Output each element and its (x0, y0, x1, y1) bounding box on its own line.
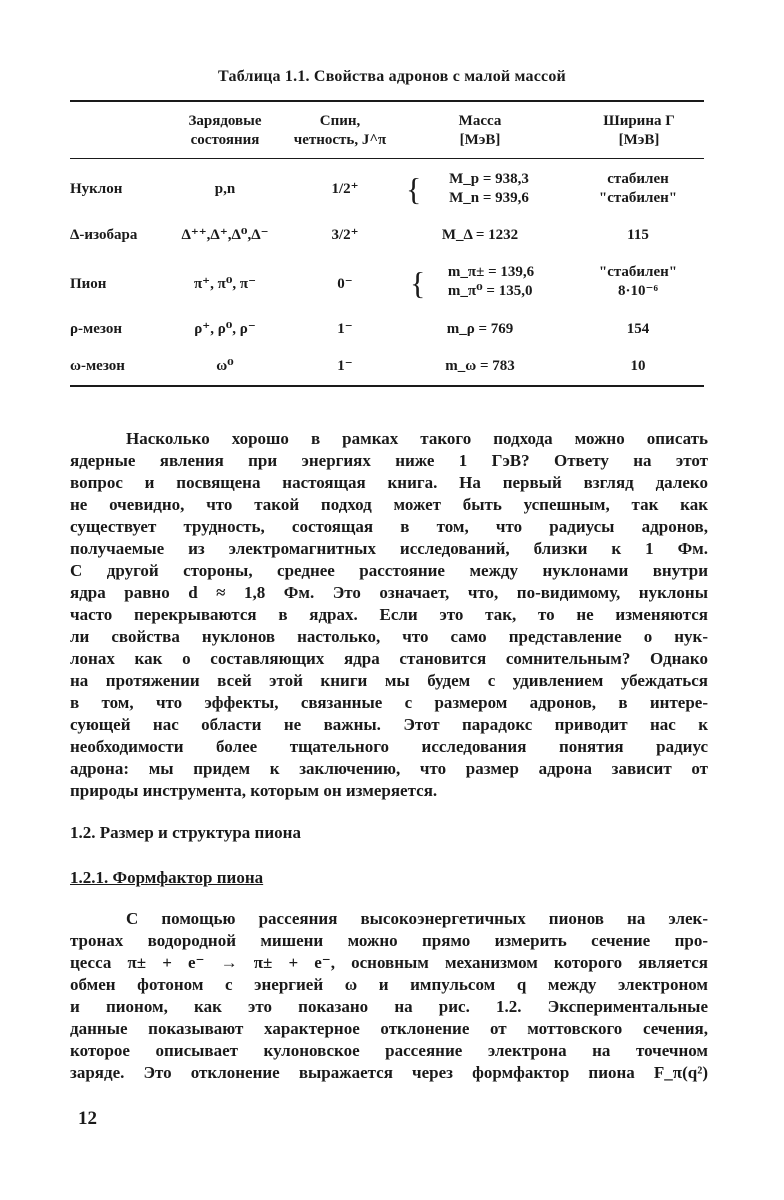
mass-charged-pion: m_π± = 139,6 (447, 264, 535, 280)
header-mass-line2: [МэВ] (459, 132, 501, 148)
header-mass (410, 112, 550, 150)
mass-neutron: M_n = 939,6 (449, 190, 529, 206)
section-heading: 1.2. Размер и структура пиона (70, 823, 301, 842)
header-spin-parity (285, 112, 395, 150)
header-spin-line2: четность, J^π (293, 132, 387, 148)
text-line: получаемые из электромагнитных исследований, близки к 1 Фм. (70, 539, 708, 558)
charge-omega: ω⁰ (216, 358, 234, 374)
text-line: ядра равно d ≈ 1,8 Фм. Это означает, что, по-видимому, нуклоны (70, 583, 708, 602)
header-mass-line1: Масса (458, 113, 502, 129)
text-line: данные показывают характерное отклонение от моттовского сечения, (70, 1019, 708, 1038)
paragraph-hadron-size (70, 428, 708, 802)
mass-neutral-pion: m_π⁰ = 135,0 (447, 283, 533, 299)
width-pion (570, 263, 706, 301)
mass-omega: m_ω = 783 (445, 358, 515, 374)
width-charged-pion: "стабилен" (598, 264, 678, 280)
text-line: С другой стороны, среднее расстояние между нуклонами внутри (70, 561, 708, 580)
text-line: на протяжении всей этой книги мы будем с удивлением убеждаться (70, 671, 708, 690)
header-charge-line1: Зарядовые (188, 113, 262, 129)
text-line: заряде. Это отклонение выражается через формфактор пиона F_π(q²) (70, 1063, 708, 1082)
width-nucleon (570, 170, 706, 208)
row-name-pion: Пион (70, 276, 107, 292)
text-line: цесса π± + e⁻ → π± + e⁻, основным механизмом которого является (70, 953, 708, 972)
header-charge-states (165, 112, 285, 150)
charge-delta: Δ⁺⁺,Δ⁺,Δ⁰,Δ⁻ (181, 227, 269, 243)
header-width (576, 112, 702, 150)
text-line: часто перекрываются в ядрах. Если это так, то не изменяются (70, 605, 708, 624)
spin-pion: 0⁻ (337, 276, 353, 292)
table-caption: Таблица 1.1. Свойства адронов с малой массой (218, 68, 566, 85)
text-line: и пионом, как это показано на рис. 1.2. Экспериментальные (70, 997, 708, 1016)
text-line: сующей нас области не важны. Этот парадокс приводит нас к (70, 715, 708, 734)
brace-symbol: { (410, 265, 426, 301)
spin-omega: 1⁻ (337, 358, 353, 374)
header-spin-line1: Спин, (319, 113, 361, 129)
spin-delta: 3/2⁺ (331, 227, 359, 243)
mass-nucleon (400, 170, 560, 208)
text-line: природы инструмента, которым он измеряется. (70, 781, 438, 800)
width-delta: 115 (627, 227, 649, 243)
header-width-line1: Ширина Γ (603, 113, 675, 129)
table-header-rule (70, 158, 704, 159)
paragraph-pion-form-factor (70, 908, 708, 1084)
width-neutron: "стабилен" (598, 190, 678, 206)
text-line: адрона: мы придем к заключению, что размер адрона зависит от (70, 759, 708, 778)
text-line: вопрос и посвящена настоящая книга. На первый взгляд далеко (70, 473, 708, 492)
row-name-rho: ρ-мезон (70, 321, 122, 337)
text-line: которое описывает кулоновское рассеяние электрона на точечном (70, 1041, 708, 1060)
text-line: ли свойства нуклонов настолько, что само представление о нук- (70, 627, 708, 646)
text-line: Насколько хорошо в рамках такого подхода можно описать (126, 429, 708, 448)
text-line: тронах водородной мишени можно прямо измерить сечение про- (70, 931, 708, 950)
spin-nucleon: 1/2⁺ (331, 181, 359, 197)
table-bottom-rule (70, 385, 704, 387)
text-line: С помощью рассеяния высокоэнергетичных пионов на элек- (126, 909, 708, 928)
charge-pion: π⁺, π⁰, π⁻ (193, 276, 257, 292)
text-line: в том, что эффекты, связанные с размером адронов, в интере- (70, 693, 708, 712)
text-line: обмен фотоном с энергией ω и импульсом q между электроном (70, 975, 708, 994)
charge-rho: ρ⁺, ρ⁰, ρ⁻ (194, 321, 256, 337)
page-number: 12 (78, 1108, 97, 1129)
header-width-line2: [МэВ] (618, 132, 660, 148)
mass-rho: m_ρ = 769 (446, 321, 514, 337)
width-rho: 154 (626, 321, 650, 337)
width-neutral-pion: 8·10⁻⁶ (618, 283, 658, 299)
header-charge-line2: состояния (190, 132, 260, 148)
row-name-nucleon: Нуклон (70, 181, 123, 197)
width-omega: 10 (630, 358, 646, 374)
brace-symbol: { (406, 171, 422, 207)
text-line: лонах как о составляющих ядра становится сомнительным? Однако (70, 649, 708, 668)
row-name-omega: ω-мезон (70, 358, 125, 374)
mass-proton: M_p = 938,3 (449, 171, 529, 187)
text-line: существует трудность, состоящая в том, что радиусы адронов, (70, 517, 708, 536)
spin-rho: 1⁻ (337, 321, 353, 337)
text-line: необходимости более тщательного исследования понятия радиус (70, 737, 708, 756)
table-top-rule (70, 100, 704, 102)
text-line: ядерные явления при энергиях ниже 1 ГэВ? Ответу на этот (70, 451, 708, 470)
width-proton: стабилен (607, 171, 669, 187)
mass-delta: M_Δ = 1232 (441, 227, 519, 243)
row-name-delta: Δ-изобара (70, 227, 138, 243)
charge-nucleon: p,n (214, 181, 236, 197)
text-line: не очевидно, что такой подход может быть успешным, так как (70, 495, 708, 514)
subsection-heading: 1.2.1. Формфактор пиона (70, 868, 264, 887)
mass-pion (400, 263, 560, 301)
